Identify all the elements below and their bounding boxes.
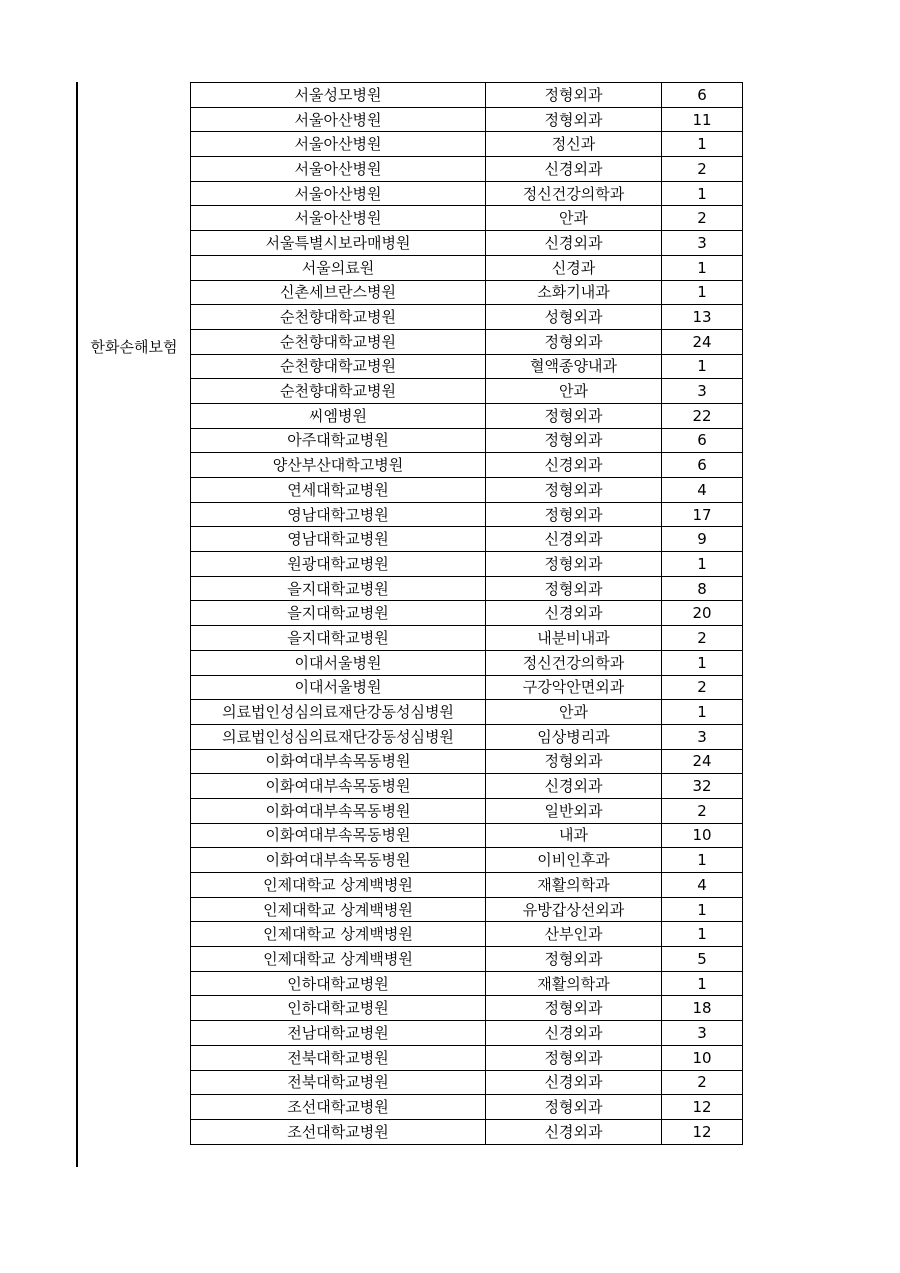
table-body bbox=[191, 83, 743, 1145]
count-cell: 1 bbox=[662, 971, 743, 996]
count-cell: 1 bbox=[662, 354, 743, 379]
department-cell: 신경외과 bbox=[486, 774, 662, 799]
count-cell: 1 bbox=[662, 650, 743, 675]
hospital-cell: 원광대학교병원 bbox=[191, 552, 486, 577]
hospital-cell: 의료법인성심의료재단강동성심병원 bbox=[191, 724, 486, 749]
table-row bbox=[191, 700, 743, 725]
count-cell: 18 bbox=[662, 996, 743, 1021]
department-cell: 신경외과 bbox=[486, 527, 662, 552]
hospital-cell: 이화여대부속목동병원 bbox=[191, 774, 486, 799]
hospital-cell: 이화여대부속목동병원 bbox=[191, 848, 486, 873]
table-row bbox=[191, 675, 743, 700]
department-cell: 혈액종양내과 bbox=[486, 354, 662, 379]
hospital-cell: 전북대학교병원 bbox=[191, 1045, 486, 1070]
hospital-cell: 이대서울병원 bbox=[191, 650, 486, 675]
hospital-table bbox=[190, 82, 743, 1145]
table-row bbox=[191, 996, 743, 1021]
department-cell: 정형외과 bbox=[486, 552, 662, 577]
count-cell: 10 bbox=[662, 823, 743, 848]
count-cell: 6 bbox=[662, 83, 743, 108]
department-cell: 재활의학과 bbox=[486, 971, 662, 996]
count-cell: 3 bbox=[662, 379, 743, 404]
department-cell: 정형외과 bbox=[486, 478, 662, 503]
count-cell: 22 bbox=[662, 403, 743, 428]
hospital-cell: 인제대학교 상계백병원 bbox=[191, 873, 486, 898]
department-cell: 정형외과 bbox=[486, 107, 662, 132]
department-cell: 신경외과 bbox=[486, 453, 662, 478]
hospital-cell: 서울성모병원 bbox=[191, 83, 486, 108]
table-row bbox=[191, 848, 743, 873]
count-cell: 1 bbox=[662, 897, 743, 922]
insurer-name: 한화손해보험 bbox=[90, 338, 178, 356]
count-cell: 2 bbox=[662, 626, 743, 651]
department-cell: 정신건강의학과 bbox=[486, 650, 662, 675]
department-cell: 정형외과 bbox=[486, 428, 662, 453]
count-cell: 12 bbox=[662, 1119, 743, 1144]
hospital-cell: 순천향대학교병원 bbox=[191, 305, 486, 330]
count-cell: 4 bbox=[662, 478, 743, 503]
hospital-cell: 서울특별시보라매병원 bbox=[191, 231, 486, 256]
hospital-cell: 순천향대학교병원 bbox=[191, 329, 486, 354]
count-cell: 3 bbox=[662, 231, 743, 256]
table-row bbox=[191, 527, 743, 552]
hospital-cell: 영남대학교병원 bbox=[191, 527, 486, 552]
department-cell: 정형외과 bbox=[486, 749, 662, 774]
count-cell: 6 bbox=[662, 453, 743, 478]
department-cell: 유방갑상선외과 bbox=[486, 897, 662, 922]
table-row bbox=[191, 478, 743, 503]
hospital-cell: 신촌세브란스병원 bbox=[191, 280, 486, 305]
department-cell: 안과 bbox=[486, 379, 662, 404]
count-cell: 1 bbox=[662, 848, 743, 873]
table-row bbox=[191, 329, 743, 354]
table-row bbox=[191, 774, 743, 799]
table-row bbox=[191, 1045, 743, 1070]
hospital-cell: 이화여대부속목동병원 bbox=[191, 798, 486, 823]
hospital-cell: 조선대학교병원 bbox=[191, 1095, 486, 1120]
count-cell: 2 bbox=[662, 675, 743, 700]
table-row bbox=[191, 1021, 743, 1046]
count-cell: 6 bbox=[662, 428, 743, 453]
count-cell: 9 bbox=[662, 527, 743, 552]
hospital-cell: 양산부산대학고병원 bbox=[191, 453, 486, 478]
department-cell: 재활의학과 bbox=[486, 873, 662, 898]
department-cell: 정형외과 bbox=[486, 403, 662, 428]
table-row bbox=[191, 206, 743, 231]
department-cell: 정신과 bbox=[486, 132, 662, 157]
count-cell: 2 bbox=[662, 1070, 743, 1095]
table-row bbox=[191, 798, 743, 823]
table-row bbox=[191, 403, 743, 428]
count-cell: 24 bbox=[662, 749, 743, 774]
hospital-cell: 이화여대부속목동병원 bbox=[191, 823, 486, 848]
table-row bbox=[191, 305, 743, 330]
table-row bbox=[191, 873, 743, 898]
department-cell: 일반외과 bbox=[486, 798, 662, 823]
department-cell: 임상병리과 bbox=[486, 724, 662, 749]
department-cell: 산부인과 bbox=[486, 922, 662, 947]
hospital-cell: 서울아산병원 bbox=[191, 132, 486, 157]
hospital-cell: 인제대학교 상계백병원 bbox=[191, 922, 486, 947]
department-cell: 정형외과 bbox=[486, 576, 662, 601]
hospital-cell: 서울아산병원 bbox=[191, 157, 486, 182]
department-cell: 신경외과 bbox=[486, 1021, 662, 1046]
department-cell: 신경외과 bbox=[486, 1070, 662, 1095]
hospital-cell: 서울아산병원 bbox=[191, 107, 486, 132]
table-row bbox=[191, 502, 743, 527]
count-cell: 1 bbox=[662, 700, 743, 725]
count-cell: 32 bbox=[662, 774, 743, 799]
department-cell: 안과 bbox=[486, 206, 662, 231]
table-row bbox=[191, 255, 743, 280]
department-cell: 성형외과 bbox=[486, 305, 662, 330]
table-row bbox=[191, 1095, 743, 1120]
hospital-cell: 서울아산병원 bbox=[191, 181, 486, 206]
count-cell: 1 bbox=[662, 552, 743, 577]
hospital-cell: 이화여대부속목동병원 bbox=[191, 749, 486, 774]
table-row bbox=[191, 897, 743, 922]
department-cell: 소화기내과 bbox=[486, 280, 662, 305]
department-cell: 정형외과 bbox=[486, 83, 662, 108]
table-row bbox=[191, 724, 743, 749]
department-cell: 정형외과 bbox=[486, 502, 662, 527]
department-cell: 정형외과 bbox=[486, 1045, 662, 1070]
hospital-cell: 을지대학교병원 bbox=[191, 601, 486, 626]
table-row bbox=[191, 823, 743, 848]
department-cell: 정형외과 bbox=[486, 996, 662, 1021]
count-cell: 2 bbox=[662, 206, 743, 231]
count-cell: 1 bbox=[662, 132, 743, 157]
table-row bbox=[191, 1070, 743, 1095]
count-cell: 2 bbox=[662, 157, 743, 182]
count-cell: 24 bbox=[662, 329, 743, 354]
table-row bbox=[191, 552, 743, 577]
department-cell: 정형외과 bbox=[486, 1095, 662, 1120]
count-cell: 5 bbox=[662, 947, 743, 972]
hospital-cell: 서울아산병원 bbox=[191, 206, 486, 231]
table-row bbox=[191, 132, 743, 157]
hospital-cell: 순천향대학교병원 bbox=[191, 354, 486, 379]
hospital-cell: 을지대학교병원 bbox=[191, 576, 486, 601]
department-cell: 정형외과 bbox=[486, 947, 662, 972]
hospital-cell: 조선대학교병원 bbox=[191, 1119, 486, 1144]
table-row bbox=[191, 280, 743, 305]
table-row bbox=[191, 83, 743, 108]
table-row bbox=[191, 379, 743, 404]
table-row bbox=[191, 354, 743, 379]
count-cell: 1 bbox=[662, 280, 743, 305]
hospital-cell: 인제대학교 상계백병원 bbox=[191, 947, 486, 972]
table-row bbox=[191, 947, 743, 972]
hospital-cell: 전남대학교병원 bbox=[191, 1021, 486, 1046]
count-cell: 1 bbox=[662, 255, 743, 280]
hospital-cell: 인제대학교 상계백병원 bbox=[191, 897, 486, 922]
count-cell: 20 bbox=[662, 601, 743, 626]
department-cell: 신경과 bbox=[486, 255, 662, 280]
table-row bbox=[191, 749, 743, 774]
count-cell: 10 bbox=[662, 1045, 743, 1070]
hospital-cell: 이대서울병원 bbox=[191, 675, 486, 700]
count-cell: 3 bbox=[662, 724, 743, 749]
department-cell: 내분비내과 bbox=[486, 626, 662, 651]
hospital-cell: 아주대학교병원 bbox=[191, 428, 486, 453]
department-cell: 정신건강의학과 bbox=[486, 181, 662, 206]
department-cell: 정형외과 bbox=[486, 329, 662, 354]
table-row bbox=[191, 971, 743, 996]
department-cell: 신경외과 bbox=[486, 1119, 662, 1144]
department-cell: 안과 bbox=[486, 700, 662, 725]
table-row bbox=[191, 601, 743, 626]
table-row bbox=[191, 453, 743, 478]
table-row bbox=[191, 1119, 743, 1144]
count-cell: 1 bbox=[662, 181, 743, 206]
table-row bbox=[191, 922, 743, 947]
hospital-cell: 인하대학교병원 bbox=[191, 971, 486, 996]
count-cell: 8 bbox=[662, 576, 743, 601]
department-cell: 이비인후과 bbox=[486, 848, 662, 873]
count-cell: 1 bbox=[662, 922, 743, 947]
table-row bbox=[191, 107, 743, 132]
count-cell: 12 bbox=[662, 1095, 743, 1120]
department-cell: 내과 bbox=[486, 823, 662, 848]
table-row bbox=[191, 626, 743, 651]
count-cell: 4 bbox=[662, 873, 743, 898]
table-row bbox=[191, 231, 743, 256]
table-row bbox=[191, 181, 743, 206]
department-cell: 신경외과 bbox=[486, 157, 662, 182]
count-cell: 11 bbox=[662, 107, 743, 132]
table-row bbox=[191, 157, 743, 182]
department-cell: 구강악안면외과 bbox=[486, 675, 662, 700]
hospital-cell: 연세대학교병원 bbox=[191, 478, 486, 503]
hospital-cell: 영남대학고병원 bbox=[191, 502, 486, 527]
hospital-cell: 의료법인성심의료재단강동성심병원 bbox=[191, 700, 486, 725]
count-cell: 2 bbox=[662, 798, 743, 823]
department-cell: 신경외과 bbox=[486, 231, 662, 256]
table-row bbox=[191, 428, 743, 453]
hospital-cell: 서울의료원 bbox=[191, 255, 486, 280]
hospital-cell: 을지대학교병원 bbox=[191, 626, 486, 651]
hospital-cell: 전북대학교병원 bbox=[191, 1070, 486, 1095]
hospital-cell: 씨엠병원 bbox=[191, 403, 486, 428]
count-cell: 13 bbox=[662, 305, 743, 330]
count-cell: 3 bbox=[662, 1021, 743, 1046]
count-cell: 17 bbox=[662, 502, 743, 527]
table-row bbox=[191, 576, 743, 601]
left-border-line bbox=[76, 82, 78, 1167]
table-row bbox=[191, 650, 743, 675]
hospital-cell: 인하대학교병원 bbox=[191, 996, 486, 1021]
department-cell: 신경외과 bbox=[486, 601, 662, 626]
hospital-cell: 순천향대학교병원 bbox=[191, 379, 486, 404]
